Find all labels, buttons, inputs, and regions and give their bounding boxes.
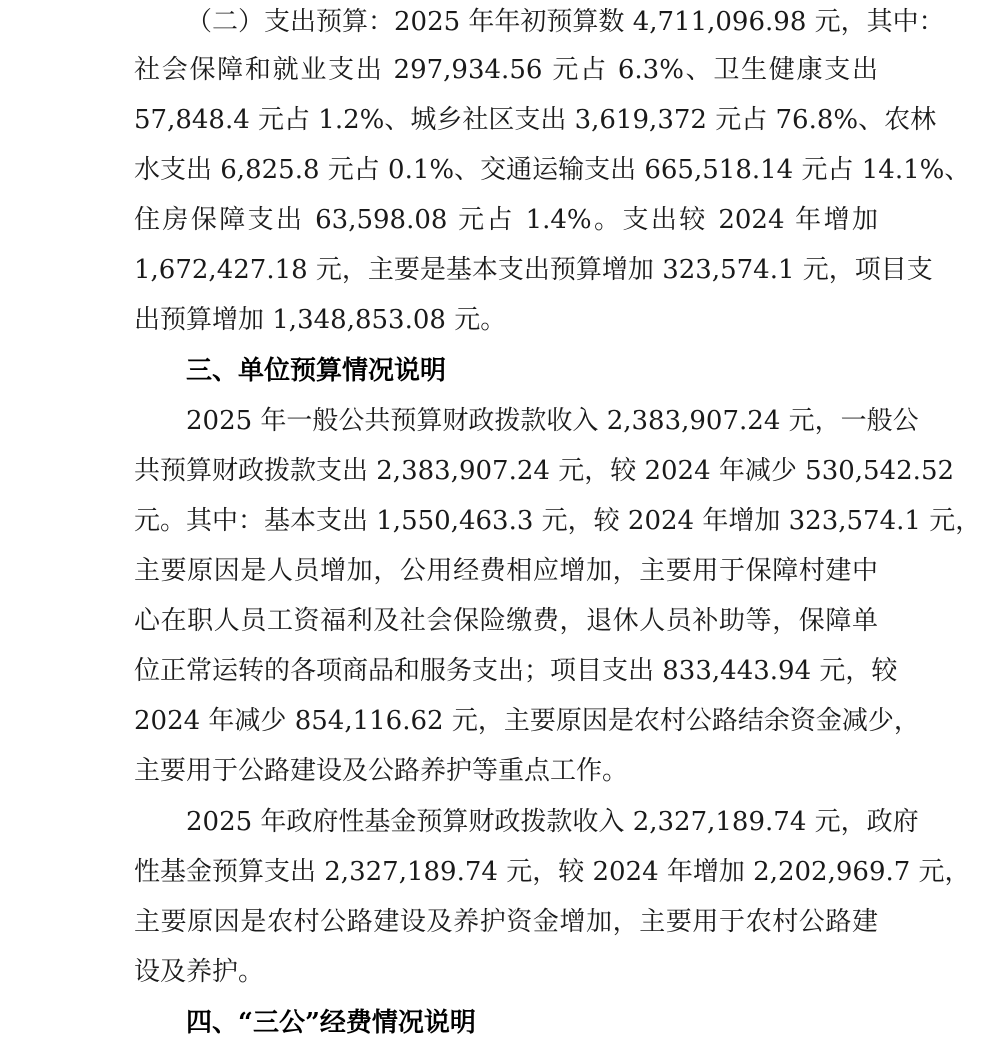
- text-line: 主要用于公路建设及公路养护等重点工作。: [134, 756, 629, 786]
- text-line: 元。其中：基本支出 1,550,463.3 元，较 2024 年增加 323,574.1 元，: [134, 506, 982, 536]
- text-line: 设及养护。: [134, 957, 265, 987]
- text-line: 住房保障支出 63,598.08 元占 1.4%。支出较 2024 年增加: [134, 205, 878, 235]
- text-line: 1,672,427.18 元，主要是基本支出预算增加 323,574.1 元，项目支: [134, 255, 933, 285]
- text-line: 水支出 6,825.8 元占 0.1%、交通运输支出 665,518.14 元占 14.1%、: [134, 155, 971, 185]
- text-line: 57,848.4 元占 1.2%、城乡社区支出 3,619,372 元占 76.8%、农林: [134, 105, 937, 135]
- text-line: 主要原因是人员增加，公用经费相应增加，主要用于保障村建中: [134, 556, 878, 586]
- text-line: 共预算财政拨款支出 2,383,907.24 元，较 2024 年减少 530,542.52: [134, 456, 955, 486]
- text-line: 2025 年政府性基金预算财政拨款收入 2,327,189.74 元，政府: [186, 807, 919, 837]
- text-line: 心在职人员工资福利及社会保险缴费，退休人员补助等，保障单: [134, 606, 878, 636]
- text-line: （二）支出预算：2025 年年初预算数 4,711,096.98 元，其中：: [186, 7, 945, 37]
- text-line: 2024 年减少 854,116.62 元，主要原因是农村公路结余资金减少，: [134, 706, 920, 736]
- text-line: 出预算增加 1,348,853.08 元。: [134, 305, 507, 335]
- text-line: 2025 年一般公共预算财政拨款收入 2,383,907.24 元，一般公: [186, 406, 919, 436]
- section-heading: 三、单位预算情况说明: [186, 356, 447, 386]
- text-line: 位正常运转的各项商品和服务支出；项目支出 833,443.94 元，较: [134, 656, 898, 686]
- text-line: 主要原因是农村公路建设及养护资金增加，主要用于农村公路建: [134, 907, 878, 937]
- text-line: 性基金预算支出 2,327,189.74 元，较 2024 年增加 2,202,969.7 元，: [134, 857, 971, 887]
- text-line: 社会保障和就业支出 297,934.56 元占 6.3%、卫生健康支出: [134, 55, 878, 85]
- section-heading: 四、“三公”经费情况说明: [186, 1008, 476, 1038]
